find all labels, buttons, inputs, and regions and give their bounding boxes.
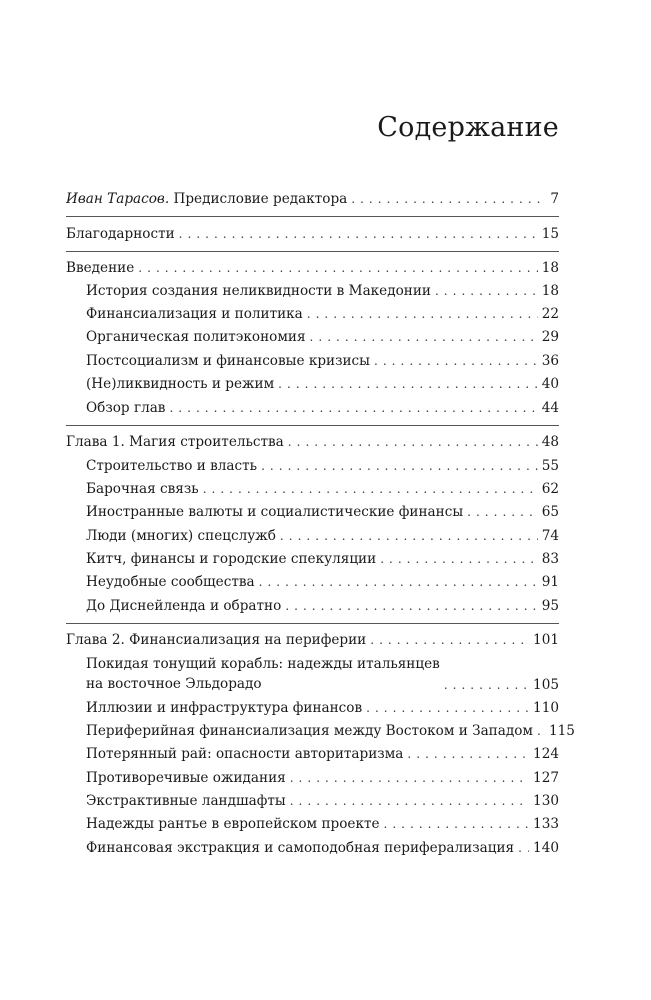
dot-leader <box>435 283 538 300</box>
dot-leader <box>307 306 538 323</box>
dot-leader <box>366 700 529 717</box>
toc-subentry[interactable] <box>86 458 559 475</box>
dot-leader <box>380 551 538 568</box>
dot-leader <box>384 816 530 833</box>
toc-entry-label: Иван Тарасов. Предисловие редактора <box>66 191 348 207</box>
dot-leader <box>278 376 538 393</box>
dot-leader <box>310 329 538 346</box>
dot-leader <box>261 458 538 475</box>
toc-entry-page: 83 <box>541 551 559 567</box>
toc-entry-page: 40 <box>541 376 559 392</box>
dot-leader <box>351 191 541 208</box>
toc-entry-page: 91 <box>541 574 559 590</box>
toc-entry-label: Люди (многих) спецслужб <box>86 528 276 544</box>
toc-entry-page: 74 <box>541 528 559 544</box>
toc-subentry[interactable] <box>86 840 559 857</box>
toc-entry-label: Надежды рантье в европейском проекте <box>86 816 380 832</box>
dot-leader <box>444 677 529 694</box>
toc-subentry[interactable] <box>86 353 559 370</box>
toc-entry-page: 130 <box>533 793 559 809</box>
toc-entry-label: Финансиализация и политика <box>86 306 303 322</box>
toc-entry-page: 127 <box>533 770 559 786</box>
section-divider <box>66 425 559 426</box>
toc-entry-page: 101 <box>533 632 559 648</box>
toc-entry-page: 48 <box>541 434 559 450</box>
dot-leader <box>290 793 529 810</box>
dot-leader <box>467 504 538 521</box>
dot-leader <box>203 481 538 498</box>
toc-entry-label: Глава 1. Магия строительства <box>66 434 284 450</box>
toc-entry-preface[interactable] <box>66 191 559 208</box>
toc-entry-page: 36 <box>541 353 559 369</box>
toc-entry-label: Иллюзии и инфраструктура финансов <box>86 700 363 716</box>
toc-entry-label: Периферийная финансиализация между Востоком и Западом <box>86 723 533 739</box>
toc-entry-page: 15 <box>541 226 559 242</box>
toc-subentry[interactable] <box>86 770 559 787</box>
toc-subentry[interactable] <box>86 723 575 740</box>
dot-leader <box>518 840 529 857</box>
dot-leader <box>138 260 537 277</box>
dot-leader <box>407 746 529 763</box>
page-title: Содержание <box>377 112 559 143</box>
toc-entry-author: Иван Тарасов. <box>66 191 170 207</box>
section-divider <box>66 216 559 217</box>
toc-entry-chapter-2[interactable] <box>66 632 559 649</box>
toc-entry-label: История создания неликвидности в Македонии <box>86 283 431 299</box>
toc-entry-label: Китч, финансы и городские спекуляции <box>86 551 377 567</box>
toc-entry-page: 105 <box>533 677 559 693</box>
toc-subentry[interactable] <box>86 746 559 763</box>
toc-entry-page: 65 <box>541 504 559 520</box>
toc-subentry[interactable] <box>86 400 559 417</box>
dot-leader <box>370 632 529 649</box>
toc-subentry[interactable] <box>86 700 559 717</box>
section-divider <box>66 623 559 624</box>
toc-entry-label: Благодарности <box>66 226 175 242</box>
toc-entry-introduction[interactable] <box>66 260 559 277</box>
toc-subentry[interactable] <box>86 793 559 810</box>
toc-entry-label: Финансовая экстракция и самоподобная периферализация <box>86 840 515 856</box>
toc-entry-page: 133 <box>533 816 559 832</box>
toc-entry-label: Покидая тонущий корабль: надежды итальянцев на восточное Эльдорадо <box>86 656 440 692</box>
toc-entry-page: 55 <box>541 458 559 474</box>
toc-entry-label: Противоречивые ожидания <box>86 770 286 786</box>
toc-entry-label: Постсоциализм и финансовые кризисы <box>86 353 370 369</box>
toc-entry-page: 7 <box>550 191 559 207</box>
toc-subentry[interactable] <box>86 481 559 498</box>
toc-entry-label: Экстрактивные ландшафты <box>86 793 286 809</box>
toc-subentry[interactable] <box>86 528 559 545</box>
toc-entry-label: До Диснейленда и обратно <box>86 598 282 614</box>
toc-entry-label: Иностранные валюты и социалистические финансы <box>86 504 464 520</box>
toc-entry-page: 62 <box>541 481 559 497</box>
dot-leader <box>288 434 538 451</box>
dot-leader <box>537 723 545 740</box>
toc-subentry[interactable] <box>86 376 559 393</box>
toc-subentry[interactable] <box>86 816 559 833</box>
toc-subentry[interactable] <box>86 283 559 300</box>
toc-subentry[interactable] <box>86 654 559 694</box>
dot-leader <box>285 598 537 615</box>
toc-entry-page: 22 <box>541 306 559 322</box>
toc-subentry[interactable] <box>86 574 559 591</box>
toc-entry-label: Потерянный рай: опасности авторитаризма <box>86 746 404 762</box>
toc-entry-label: Барочная связь <box>86 481 199 497</box>
section-divider <box>66 251 559 252</box>
dot-leader <box>179 226 538 243</box>
toc-entry-label: Неудобные сообщества <box>86 574 255 590</box>
toc-entry-acknowledgements[interactable] <box>66 226 559 243</box>
toc-entry-page: 110 <box>533 700 559 716</box>
dot-leader <box>169 400 537 417</box>
toc-entry-label: Строительство и власть <box>86 458 258 474</box>
dot-leader <box>290 770 529 787</box>
toc-entry-page: 140 <box>533 840 559 856</box>
toc-entry-page: 18 <box>541 260 559 276</box>
dot-leader <box>374 353 538 370</box>
toc-subentry[interactable] <box>86 598 559 615</box>
toc-entry-page: 124 <box>533 746 559 762</box>
toc-entry-label: Органическая политэкономия <box>86 329 306 345</box>
toc-entry-label: Обзор глав <box>86 400 166 416</box>
toc-entry-page: 18 <box>541 283 559 299</box>
toc-entry-label: Введение <box>66 260 135 276</box>
toc-entry-chapter-1[interactable] <box>66 434 559 451</box>
dot-leader <box>280 528 538 545</box>
toc-entry-page: 95 <box>541 598 559 614</box>
toc-subentry[interactable] <box>86 551 559 568</box>
toc-subentry[interactable] <box>86 504 559 521</box>
toc-entry-page: 44 <box>541 400 559 416</box>
toc-subentry[interactable] <box>86 329 559 346</box>
toc-entry-label: (Не)ликвидность и режим <box>86 376 275 392</box>
toc-entry-label: Глава 2. Финансиализация на периферии <box>66 632 367 648</box>
toc-entry-page: 29 <box>541 329 559 345</box>
dot-leader <box>259 574 538 591</box>
toc-subentry[interactable] <box>86 306 559 323</box>
toc-entry-page: 115 <box>548 723 575 739</box>
